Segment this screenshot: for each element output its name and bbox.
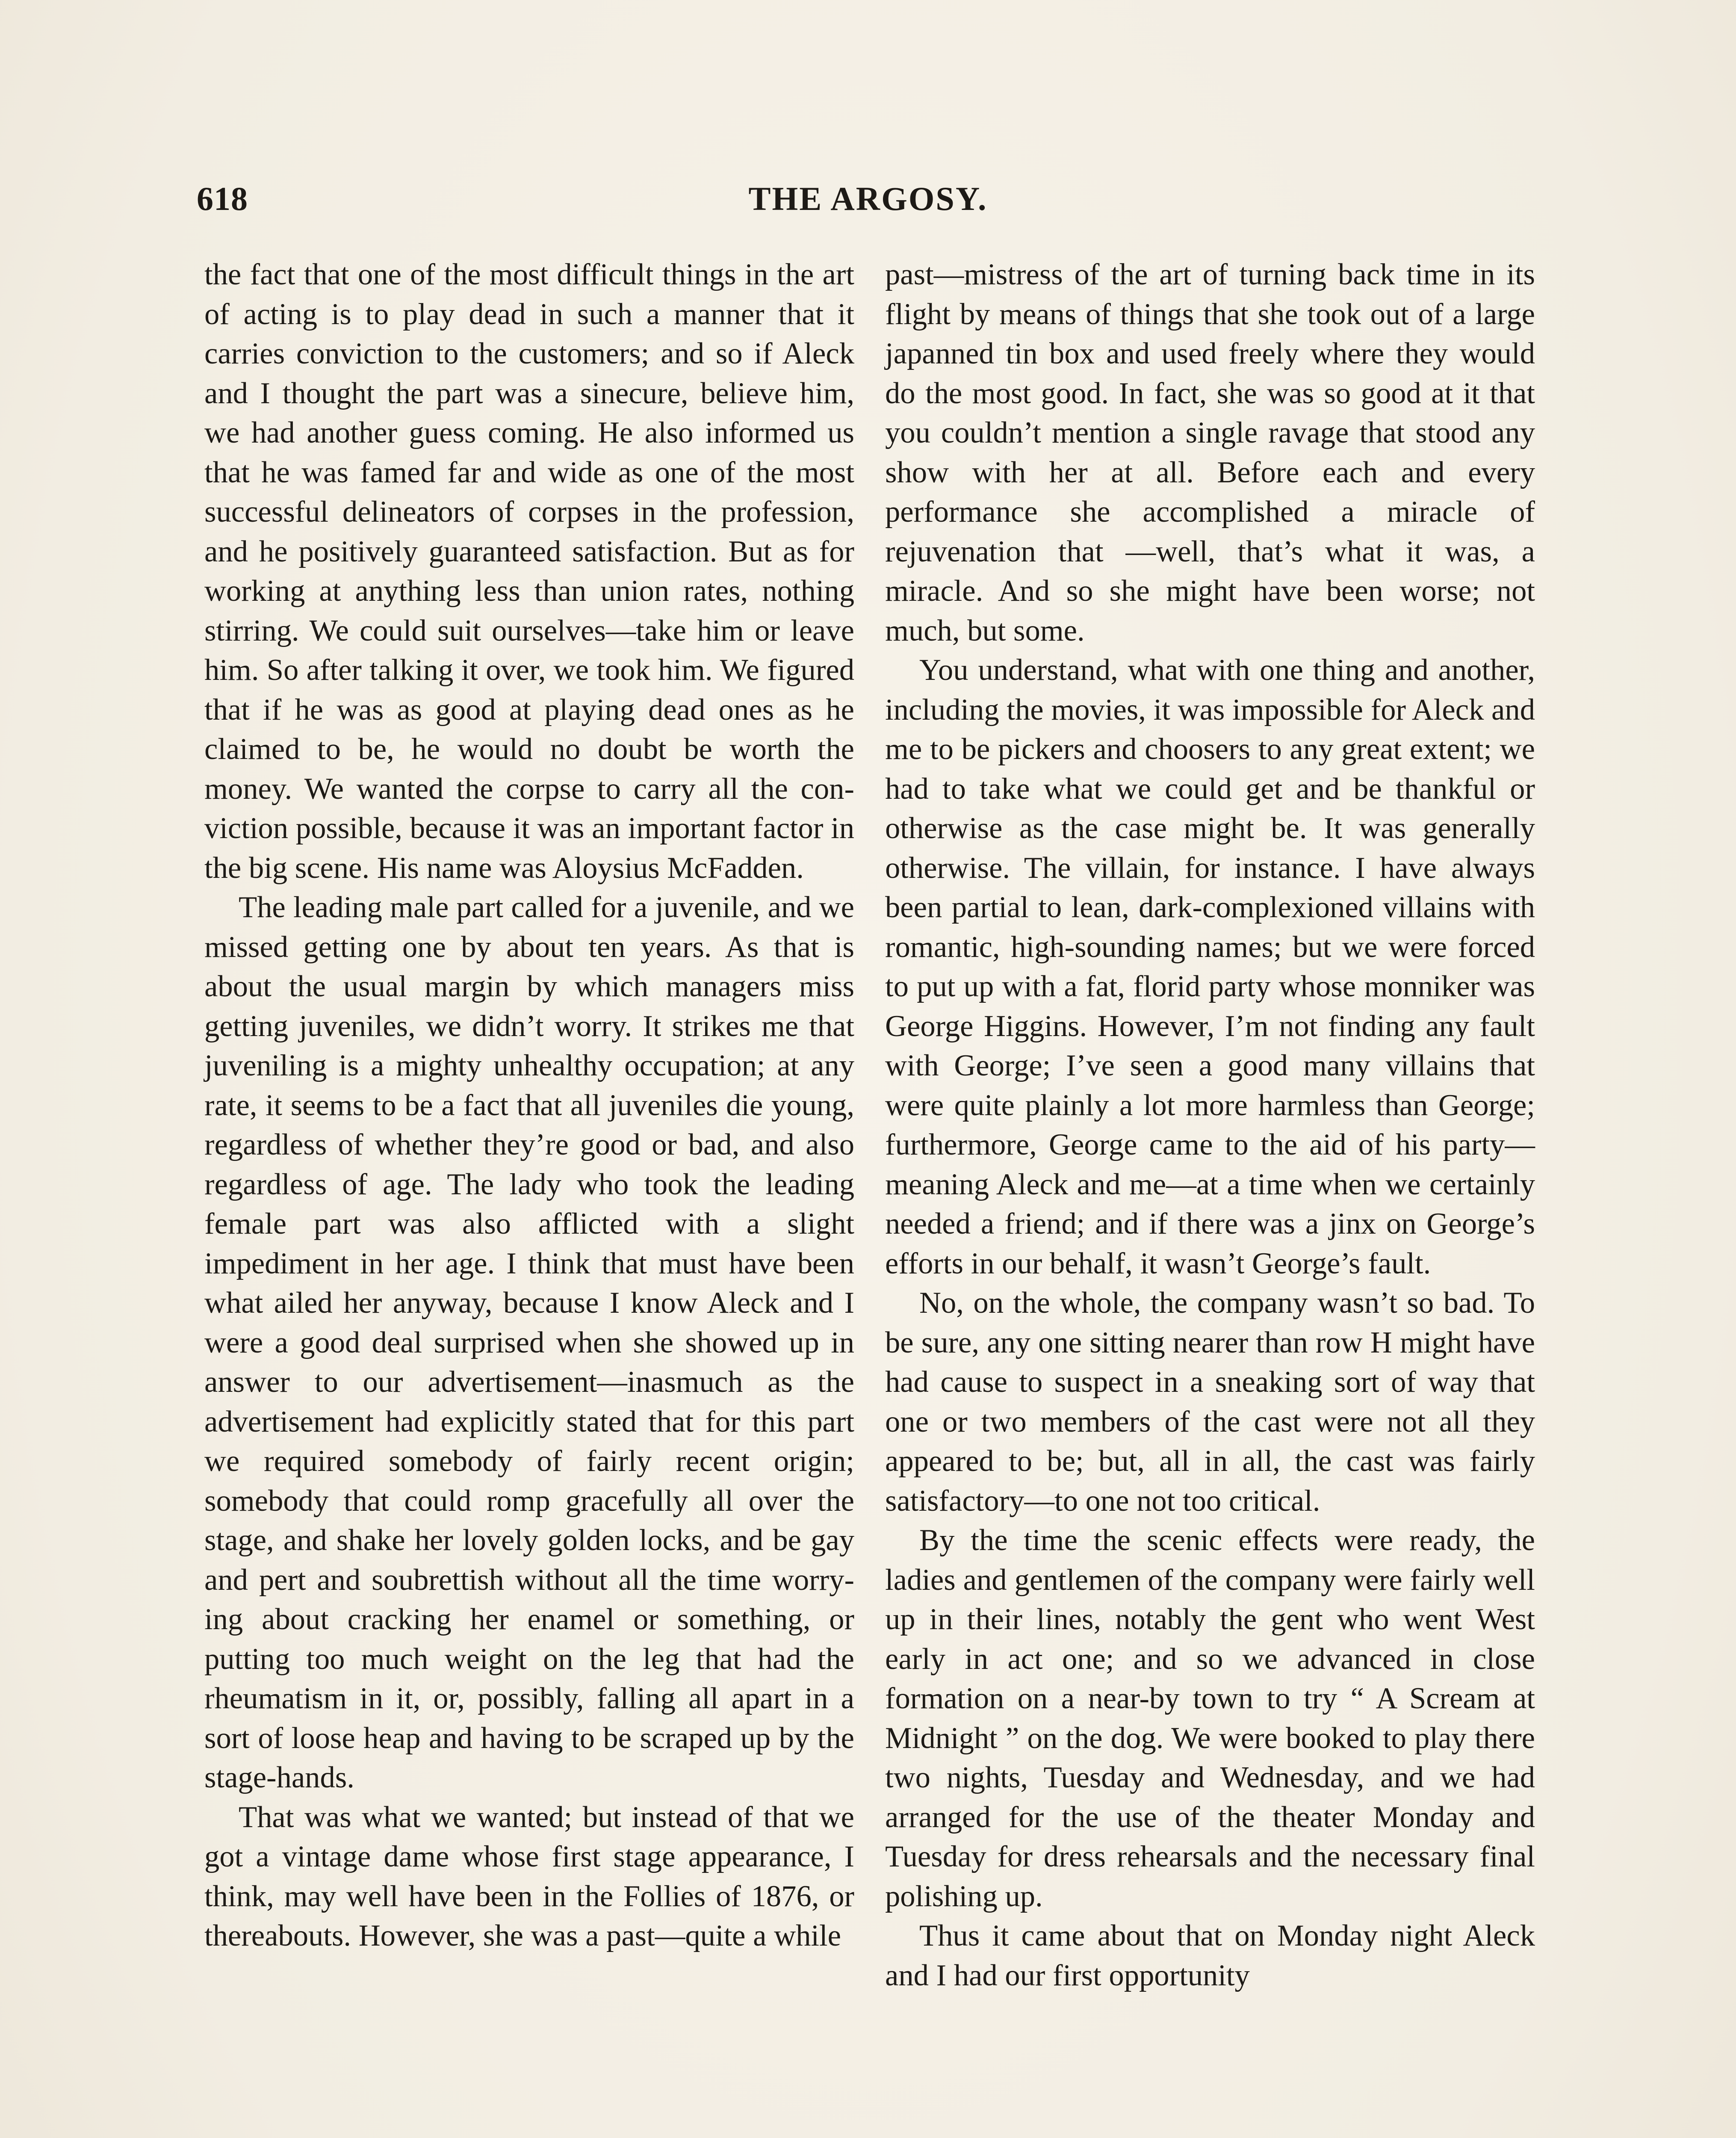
paragraph: The leading male part called for a juvenile, and we missed getting one by about ten years. As that is about the usual margin by which managers miss getting juveniles, we didn’t worry. It strikes me that juveniling is a mighty unhealthy occupation; at any rate, it seems to be a fact that all juveniles die young, regardless of whether they’re good or bad, and also regardless of age. The lady who took the leading female part was also afflicted with a slight impediment in her age. I think that must have been what ailed her anyway, because I know Aleck and I were a good deal surprised when she showed up in answer to our advertisement—inasmuch as the advertisement had explicitly stated that for this part we required somebody of fairly recent origin; somebody that could romp gracefully all over the stage, and shake her lovely golden locks, and be gay and pert and soubrettish without all the time worrying about cracking her enamel or something, or putting too much weight on the leg that had the rheumatism in it, or, possibly, falling all apart in a sort of loose heap and having to be scraped up by the stage-hands. — [204, 891, 854, 1794]
left-column — [204, 255, 854, 1956]
paragraph: Thus it came about that on Monday night Aleck and I had our first opportunity — [885, 1919, 1535, 1992]
paragraph: That was what we wanted; but instead of that we got a vintage dame whose first stage appearance, I think, may well have been in the Follies of 1876, or thereabouts. However, she was a past—quite a while — [204, 1800, 854, 1952]
page-header — [197, 180, 1539, 227]
paragraph: You understand, what with one thing and another, including the movies, it was impossible for Aleck and me to be pickers and choosers to any great extent; we had to take what we could get and be thankful or otherwise as the case might be. It was generally otherwise. The villain, for instance. I have always been partial to lean, dark-complexioned villains with romantic, high-sounding names; but we were forced to put up with a fat, florid party whose monniker was George Higgins. However, I’m not finding any fault with George; I’ve seen a good many villains that were quite plainly a lot more harmless than George; furthermore, George came to the aid of his party—meaning Aleck and me—at a time when we certainly needed a friend; and if there was a jinx on George’s efforts in our behalf, it wasn’t George’s fault. — [885, 653, 1535, 1280]
running-head: THE ARGOSY. — [748, 180, 988, 217]
right-column — [885, 255, 1535, 1995]
page-number: 618 — [197, 180, 248, 217]
paragraph: the fact that one of the most difficult things in the art of acting is to play dead in such a manner that it carries conviction to the customers; and so if Aleck and I thought the part was a sinecure, believe him, we had another guess coming. He also informed us that he was famed far and wide as one of the most successful delineators of corpses in the profession, and he positively guaranteed satisfaction. But as for working at anything less than union rates, nothing stirring. We could suit ourselves—take him or leave him. So after talking it over, we took him. We figured that if he was as good at playing dead ones as he claimed to be, he would no doubt be worth the money. We wanted the corpse to carry all the conviction possible, because it was an important factor in the big scene. His name was Aloysius McFadden. — [204, 258, 854, 885]
paragraph: By the time the scenic effects were ready, the ladies and gentlemen of the company were fairly well up in their lines, notably the gent who went West early in act one; and so we advanced in close formation on a near-by town to try “ A Scream at Midnight ” on the dog. We were booked to play there two nights, Tuesday and Wednesday, and we had arranged for the use of the theater Monday and Tuesday for dress rehearsals and the necessary final polishing up. — [885, 1524, 1535, 1913]
paragraph: No, on the whole, the company wasn’t so bad. To be sure, any one sitting nearer than row H might have had cause to suspect in a sneaking sort of way that one or two members of the cast were not all they appeared to be; but, all in all, the cast was fairly satisfactory—to one not too critical. — [885, 1286, 1535, 1518]
paragraph: past—mistress of the art of turning back time in its flight by means of things that she took out of a large japanned tin box and used freely where they would do the most good. In fact, she was so good at it that you couldn’t mention a single ravage that stood any show with her at all. Before each and every performance she accomplished a miracle of rejuvenation that —well, that’s what it was, a miracle. And so she might have been worse; not much, but some. — [885, 258, 1535, 647]
